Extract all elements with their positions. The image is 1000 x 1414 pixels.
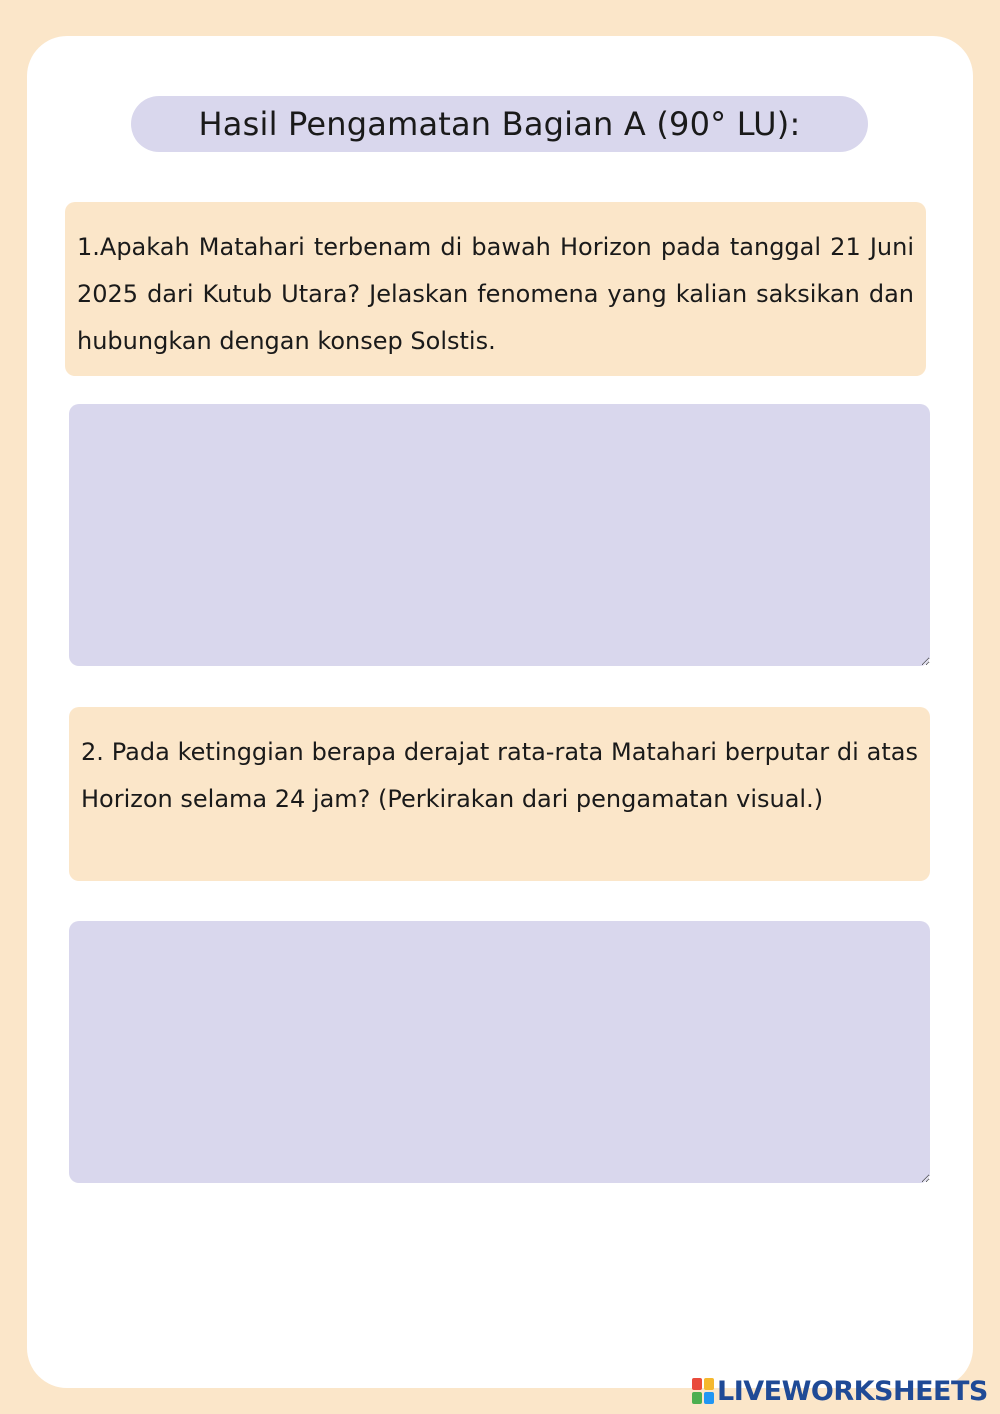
section-title-pill (131, 96, 868, 152)
liveworksheets-logo-icon (692, 1378, 714, 1404)
logo-square-2 (704, 1378, 714, 1390)
question-1-box (65, 202, 926, 376)
answer-2-field[interactable] (69, 921, 930, 1183)
logo-square-3 (692, 1392, 702, 1404)
logo-square-4 (704, 1392, 714, 1404)
brand-name: LIVEWORKSHEETS (717, 1375, 988, 1407)
answer-1-field[interactable] (69, 404, 930, 666)
question-2-text: 2. Pada ketinggian berapa derajat rata-rata Matahari berputar di atas Horizon selama 24 jam? (Perkirakan dari pengamatan visual.) (81, 738, 918, 813)
question-2-box (69, 707, 930, 881)
section-title: Hasil Pengamatan Bagian A (90° LU): (198, 105, 801, 143)
logo-square-1 (692, 1378, 702, 1390)
question-1-text: 1.Apakah Matahari terbenam di bawah Horizon pada tanggal 21 Juni 2025 dari Kutub Utara? Jelaskan fenomena yang kalian saksikan dan hubungkan dengan konsep Solstis. (77, 233, 914, 355)
liveworksheets-brand[interactable] (692, 1374, 988, 1408)
